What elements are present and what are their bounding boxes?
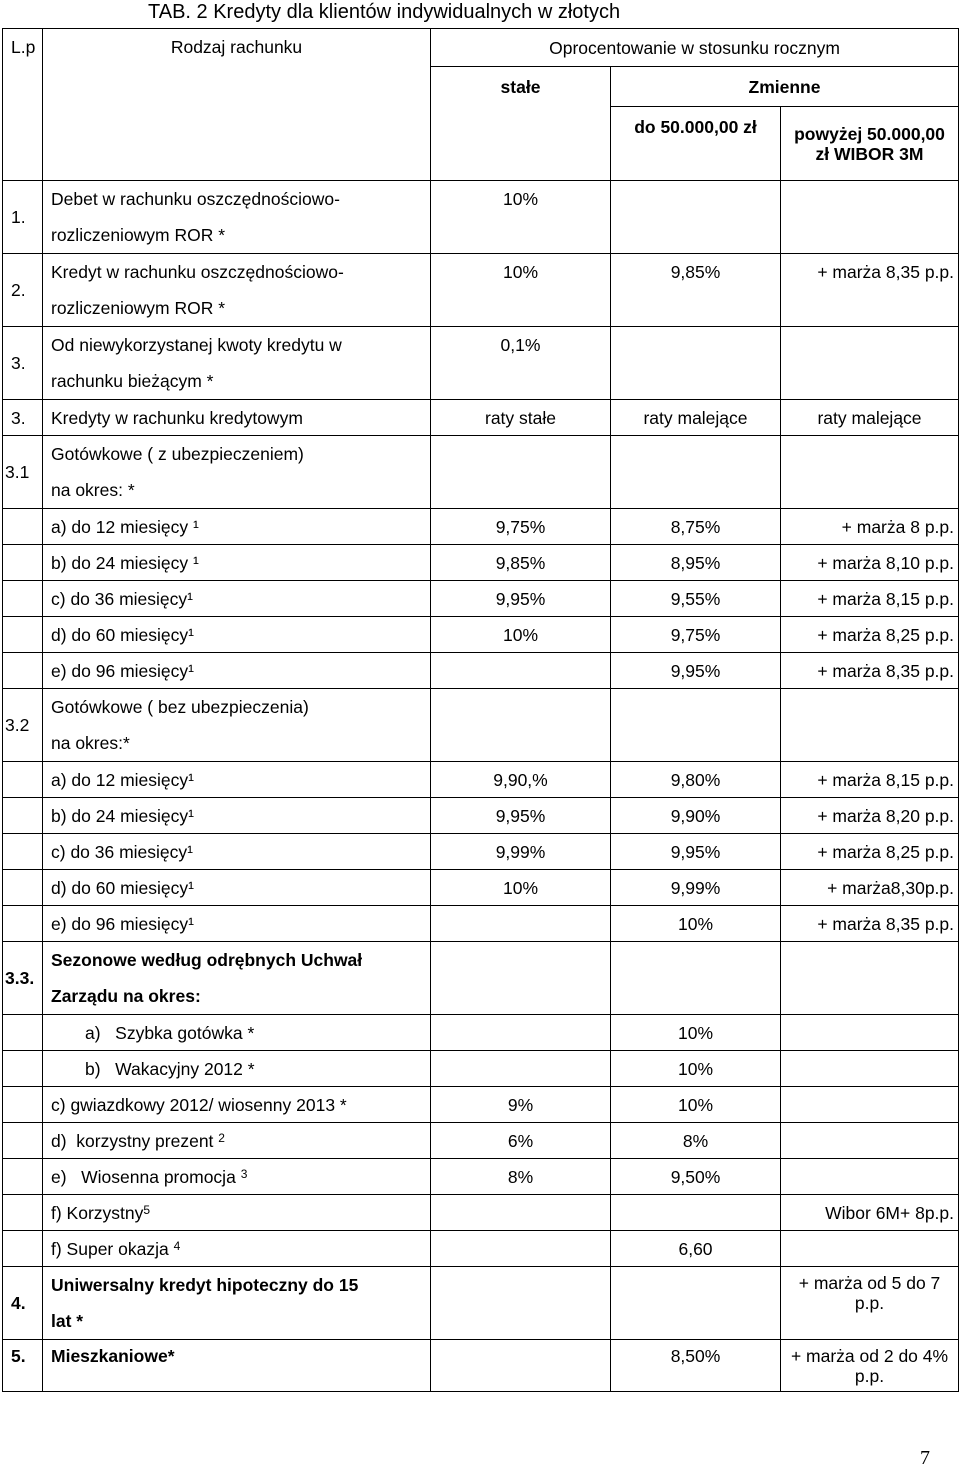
fixed-rate: 9%: [431, 1087, 611, 1123]
upto-rate: 10%: [611, 1015, 781, 1051]
header-upto: do 50.000,00 zł: [611, 107, 781, 181]
fixed-rate: 9,85%: [431, 545, 611, 581]
row-number: 3.1: [3, 436, 43, 509]
above-rate: + marża 8,15 p.p.: [781, 581, 959, 617]
row-label: Kredyt w rachunku oszczędnościowo- rozliczeniowym ROR *: [43, 254, 431, 327]
fixed-rate: 9,90,%: [431, 762, 611, 798]
fixed-rate: 10%: [431, 181, 611, 254]
header-above: powyżej 50.000,00 zł WIBOR 3M: [781, 107, 959, 181]
row-label: Debet w rachunku oszczędnościowo- rozliczeniowym ROR *: [43, 181, 431, 254]
upto-rate: 8,50%: [611, 1340, 781, 1392]
table-row: [3, 906, 959, 942]
table-row: [3, 545, 959, 581]
upto-rate: 8%: [611, 1123, 781, 1159]
row-label: b) do 24 miesięcy¹: [43, 798, 431, 834]
row-label: e) do 96 miesięcy¹: [43, 906, 431, 942]
row-number: 3.: [3, 327, 43, 400]
above-rate: + marża 8 p.p.: [781, 509, 959, 545]
fixed-rate: [431, 1015, 611, 1051]
header-variable: Zmienne: [611, 67, 959, 107]
fixed-rate: 9,99%: [431, 834, 611, 870]
above-rate: [781, 689, 959, 762]
upto-rate: 6,60: [611, 1231, 781, 1267]
above-rate: [781, 1159, 959, 1195]
fixed-rate: 9,95%: [431, 581, 611, 617]
group-header-row: [3, 942, 959, 1015]
table-row: [3, 834, 959, 870]
upto-rate: 10%: [611, 1087, 781, 1123]
page-number: 7: [920, 1447, 930, 1469]
upto-rate: [611, 327, 781, 400]
row-number: [3, 545, 43, 581]
row-number: 3.3.: [3, 942, 43, 1015]
table-row: [3, 1051, 959, 1087]
above-rate: + marża 8,35 p.p.: [781, 653, 959, 689]
table-row: [3, 509, 959, 545]
fixed-rate: [431, 1051, 611, 1087]
header-lp: L.p: [3, 29, 43, 181]
fixed-rate: 10%: [431, 254, 611, 327]
above-rate: + marża 8,35 p.p.: [781, 254, 959, 327]
row-label: a) do 12 miesięcy ¹: [43, 509, 431, 545]
above-rate: [781, 1123, 959, 1159]
row-label: d) do 60 miesięcy¹: [43, 870, 431, 906]
row-number: 2.: [3, 254, 43, 327]
table-row: [3, 1123, 959, 1159]
above-rate: raty malejące: [781, 400, 959, 436]
row-label: e) do 96 miesięcy¹: [43, 653, 431, 689]
upto-rate: 10%: [611, 1051, 781, 1087]
page-title: TAB. 2 Kredyty dla klientów indywidualnych w złotych: [148, 1, 621, 23]
fixed-rate: [431, 1231, 611, 1267]
row-label: a) do 12 miesięcy¹: [43, 762, 431, 798]
row-number: [3, 834, 43, 870]
fixed-rate: [431, 1267, 611, 1340]
fixed-rate: [431, 1195, 611, 1231]
table-row: [3, 327, 959, 400]
row-number: 3.: [3, 400, 43, 436]
header-type: Rodzaj rachunku: [43, 29, 431, 181]
row-label: b) Wakacyjny 2012 *: [43, 1051, 431, 1087]
row-label: c) do 36 miesięcy¹: [43, 581, 431, 617]
table-row: [3, 254, 959, 327]
above-rate: + marża 8,25 p.p.: [781, 834, 959, 870]
row-number: 3.2: [3, 689, 43, 762]
upto-rate: 9,99%: [611, 870, 781, 906]
row-label: a) Szybka gotówka *: [43, 1015, 431, 1051]
above-rate: + marża 8,25 p.p.: [781, 617, 959, 653]
row-label: d) korzystny prezent $^2$: [43, 1123, 431, 1159]
row-number: [3, 762, 43, 798]
row-label: e) Wiosenna promocja $^3$: [43, 1159, 431, 1195]
row-label: Od niewykorzystanej kwoty kredytu w rachunku bieżącym *: [43, 327, 431, 400]
row-label: c) gwiazdkowy 2012/ wiosenny 2013 *: [43, 1087, 431, 1123]
table-row: [3, 1087, 959, 1123]
row-label: Gotówkowe ( z ubezpieczeniem) na okres: *: [43, 436, 431, 509]
table-row: [3, 870, 959, 906]
fixed-rate: 6%: [431, 1123, 611, 1159]
table-row: [3, 1195, 959, 1231]
table-row: [3, 181, 959, 254]
row-label: Mieszkaniowe*: [43, 1340, 431, 1392]
row-number: [3, 1159, 43, 1195]
upto-rate: [611, 436, 781, 509]
above-rate: + marża 8,15 p.p.: [781, 762, 959, 798]
upto-rate: 9,85%: [611, 254, 781, 327]
row-label: f) Korzystny$^5$: [43, 1195, 431, 1231]
row-number: [3, 798, 43, 834]
fixed-rate: 0,1%: [431, 327, 611, 400]
row-label: Uniwersalny kredyt hipoteczny do 15 lat *: [43, 1267, 431, 1340]
upto-rate: 9,55%: [611, 581, 781, 617]
row-label: Gotówkowe ( bez ubezpieczenia) na okres:*: [43, 689, 431, 762]
upto-rate: 9,75%: [611, 617, 781, 653]
row-number: [3, 581, 43, 617]
fixed-rate: [431, 906, 611, 942]
row-label: b) do 24 miesięcy ¹: [43, 545, 431, 581]
row-label: Sezonowe według odrębnych Uchwał Zarządu na okres:: [43, 942, 431, 1015]
upto-rate: [611, 1195, 781, 1231]
credit-table: [2, 28, 959, 1392]
above-rate: [781, 1015, 959, 1051]
row-number: [3, 617, 43, 653]
row-number: [3, 653, 43, 689]
above-rate: [781, 942, 959, 1015]
upto-rate: 10%: [611, 906, 781, 942]
row-label: d) do 60 miesięcy¹: [43, 617, 431, 653]
above-rate: + marża 8,20 p.p.: [781, 798, 959, 834]
table-row: [3, 400, 959, 436]
fixed-rate: 10%: [431, 870, 611, 906]
above-rate: + marża od 5 do 7 p.p.: [781, 1267, 959, 1340]
table-row: [3, 762, 959, 798]
upto-rate: 8,75%: [611, 509, 781, 545]
fixed-rate: [431, 1340, 611, 1392]
above-rate: [781, 327, 959, 400]
upto-rate: 8,95%: [611, 545, 781, 581]
above-rate: [781, 436, 959, 509]
table-row: [3, 1015, 959, 1051]
fixed-rate: 9,95%: [431, 798, 611, 834]
table-row: [3, 1267, 959, 1340]
above-rate: + marża od 2 do 4% p.p.: [781, 1340, 959, 1392]
row-number: 5.: [3, 1340, 43, 1392]
upto-rate: 9,95%: [611, 653, 781, 689]
row-number: 1.: [3, 181, 43, 254]
fixed-rate: 8%: [431, 1159, 611, 1195]
row-label: f) Super okazja $^4$: [43, 1231, 431, 1267]
fixed-rate: raty stałe: [431, 400, 611, 436]
fixed-rate: [431, 436, 611, 509]
fixed-rate: [431, 689, 611, 762]
fixed-rate: 9,75%: [431, 509, 611, 545]
group-header-row: [3, 689, 959, 762]
table-row: [3, 1231, 959, 1267]
upto-rate: [611, 942, 781, 1015]
upto-rate: 9,50%: [611, 1159, 781, 1195]
upto-rate: [611, 1267, 781, 1340]
row-number: [3, 1087, 43, 1123]
table-row: [3, 1159, 959, 1195]
fixed-rate: [431, 942, 611, 1015]
table-row: [3, 798, 959, 834]
fixed-rate: 10%: [431, 617, 611, 653]
row-number: [3, 509, 43, 545]
row-number: [3, 1231, 43, 1267]
row-number: [3, 906, 43, 942]
group-header-row: [3, 436, 959, 509]
table-row: [3, 581, 959, 617]
table-row: [3, 1340, 959, 1392]
table-row: [3, 617, 959, 653]
header-rate: Oprocentowanie w stosunku rocznym: [431, 29, 959, 67]
upto-rate: [611, 181, 781, 254]
fixed-rate: [431, 653, 611, 689]
row-number: [3, 1123, 43, 1159]
above-rate: [781, 181, 959, 254]
row-label: c) do 36 miesięcy¹: [43, 834, 431, 870]
above-rate: + marża 8,35 p.p.: [781, 906, 959, 942]
upto-rate: 9,80%: [611, 762, 781, 798]
above-rate: [781, 1231, 959, 1267]
row-number: [3, 1015, 43, 1051]
above-rate: + marża8,30p.p.: [781, 870, 959, 906]
row-number: [3, 1195, 43, 1231]
table-row: [3, 653, 959, 689]
row-number: [3, 1051, 43, 1087]
above-rate: + marża 8,10 p.p.: [781, 545, 959, 581]
row-number: 4.: [3, 1267, 43, 1340]
header-fixed: stałe: [431, 67, 611, 181]
upto-rate: 9,90%: [611, 798, 781, 834]
upto-rate: 9,95%: [611, 834, 781, 870]
row-number: [3, 870, 43, 906]
header-row-1: [3, 29, 959, 67]
above-rate: Wibor 6M+ 8p.p.: [781, 1195, 959, 1231]
upto-rate: [611, 689, 781, 762]
row-label: Kredyty w rachunku kredytowym: [43, 400, 431, 436]
above-rate: [781, 1051, 959, 1087]
upto-rate: raty malejące: [611, 400, 781, 436]
above-rate: [781, 1087, 959, 1123]
